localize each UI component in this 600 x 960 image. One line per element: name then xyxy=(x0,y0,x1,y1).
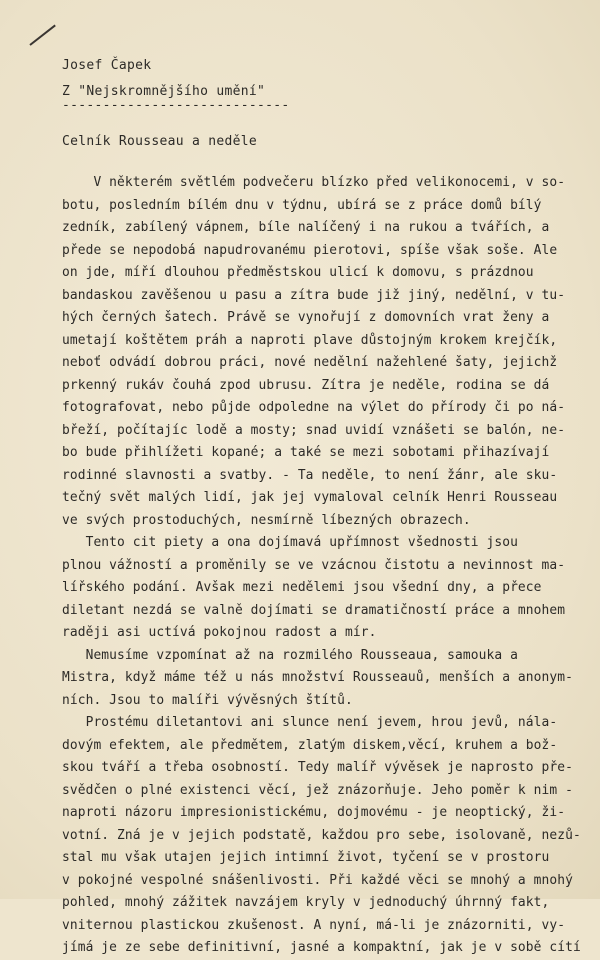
text-line: přede se nepodobá napudrovanému pierotovi, spíše však soše. Ale xyxy=(62,242,558,258)
text-line: v pokojné vespolné snášenlivosti. Při každé věci se mnohý a mnohý xyxy=(62,872,573,888)
source-underline: ---------------------------- xyxy=(62,98,290,113)
text-line: ních. Jsou to malíři vývěsných štítů. xyxy=(62,692,353,708)
text-line: prkenný rukáv čouhá zpod ubrusu. Zítra je neděle, rodina se dá xyxy=(62,377,550,393)
author-name: Josef Čapek xyxy=(62,58,152,73)
text-line: neboť odvádí dobrou práci, nové nedělní nažehlené šaty, jejichž xyxy=(62,355,558,370)
text-line: votní. Zná je v jejich podstatě, každou pro sebe, isolovaně, nezů- xyxy=(62,827,581,843)
text-line: břeží, počítajíc lodě a mosty; snad uvidí vznášeti se balón, ne- xyxy=(62,422,566,438)
text-line: ve svých prostoduchých, nesmírně líbezných obrazech. xyxy=(62,512,471,528)
text-line: V některém světlém podvečeru blízko před velikonocemi, v so- xyxy=(62,175,566,190)
text-line: Nemusíme vzpomínat až na rozmilého Rousseaua, samouka a xyxy=(62,647,518,663)
text-line: naproti názoru impresionistickému, dojmovému - je neoptický, ži- xyxy=(62,805,566,820)
text-line: raději asi uctívá pokojnou radost a mír. xyxy=(62,625,377,640)
text-line: svědčen o plné existenci věcí, jež znázorňuje. Jeho poměr k nim - xyxy=(62,782,573,798)
text-line: plnou vážností a proměnily se ve vzácnou čistotu a nevinnost ma- xyxy=(62,557,566,573)
text-line: Mistra, když máme též u nás množství Rousseauů, menších a anonym- xyxy=(62,670,573,685)
text-line: umetají koštětem práh a naproti plave důstojným krokem krejčík, xyxy=(62,332,558,348)
text-line: rodinné slavnosti a svatby. - Ta neděle, to není žánr, ale sku- xyxy=(62,467,558,483)
pen-stroke-mark xyxy=(29,25,55,46)
text-line: botu, posledním bílém dnu v týdnu, ubírá se z práce domů bílý xyxy=(62,197,542,213)
text-line: hých černých šatech. Právě se vynořují z domovních vrat ženy a xyxy=(62,310,550,325)
text-line: skou tváří a třeba osobností. Tedy malíř vývěsek je naprosto pře- xyxy=(62,760,573,775)
text-line: vniternou plastickou zkušenost. A nyní, má-li je znázorniti, vy- xyxy=(62,917,566,933)
text-line: bo bude přihlížeti kopané; a také se mezi sobotami přihazívají xyxy=(62,445,550,460)
text-line: stal mu však utajen jejich intimní život, tyčení se v prostoru xyxy=(62,850,550,865)
article-body xyxy=(62,172,582,960)
text-line: dovým efektem, ale předmětem, zlatým diskem,věcí, kruhem a bož- xyxy=(62,737,558,753)
text-line: diletant nezdá se valně dojímati se dramatičností práce a mnohem xyxy=(62,602,566,618)
source-title: Z "Nejskromnějšího umění" xyxy=(62,84,266,99)
text-line: zedník, zabílený vápnem, bíle nalíčený i na rukou a tvářích, a xyxy=(62,220,550,235)
text-line: jímá je ze sebe definitivní, jasné a kompaktní, jak je v sobě cítí xyxy=(62,940,581,955)
text-line: fotografovat, nebo půjde odpoledne na výlet do přírody či po ná- xyxy=(62,400,566,415)
text-line: tečný svět malých lidí, jak jej vymaloval celník Henri Rousseau xyxy=(62,490,558,505)
text-line: on jde, míří dlouhou předměstskou ulicí k domovu, s prázdnou xyxy=(62,265,534,280)
text-line: pohled, mnohý zážitek navzájem kryly v jednoduchý úhrnný fakt, xyxy=(62,895,550,910)
article-title: Celník Rousseau a neděle xyxy=(62,134,258,149)
text-line: lířského podání. Avšak mezi nedělemi jsou všední dny, a přece xyxy=(62,580,542,595)
text-line: Tento cit piety a ona dojímavá upřímnost všednosti jsou xyxy=(62,535,518,550)
text-line: Prostému diletantovi ani slunce není jevem, hrou jevů, nála- xyxy=(62,715,558,730)
text-line: bandaskou zavěšenou u pasu a zítra bude již jiný, nedělní, v tu- xyxy=(62,287,566,303)
